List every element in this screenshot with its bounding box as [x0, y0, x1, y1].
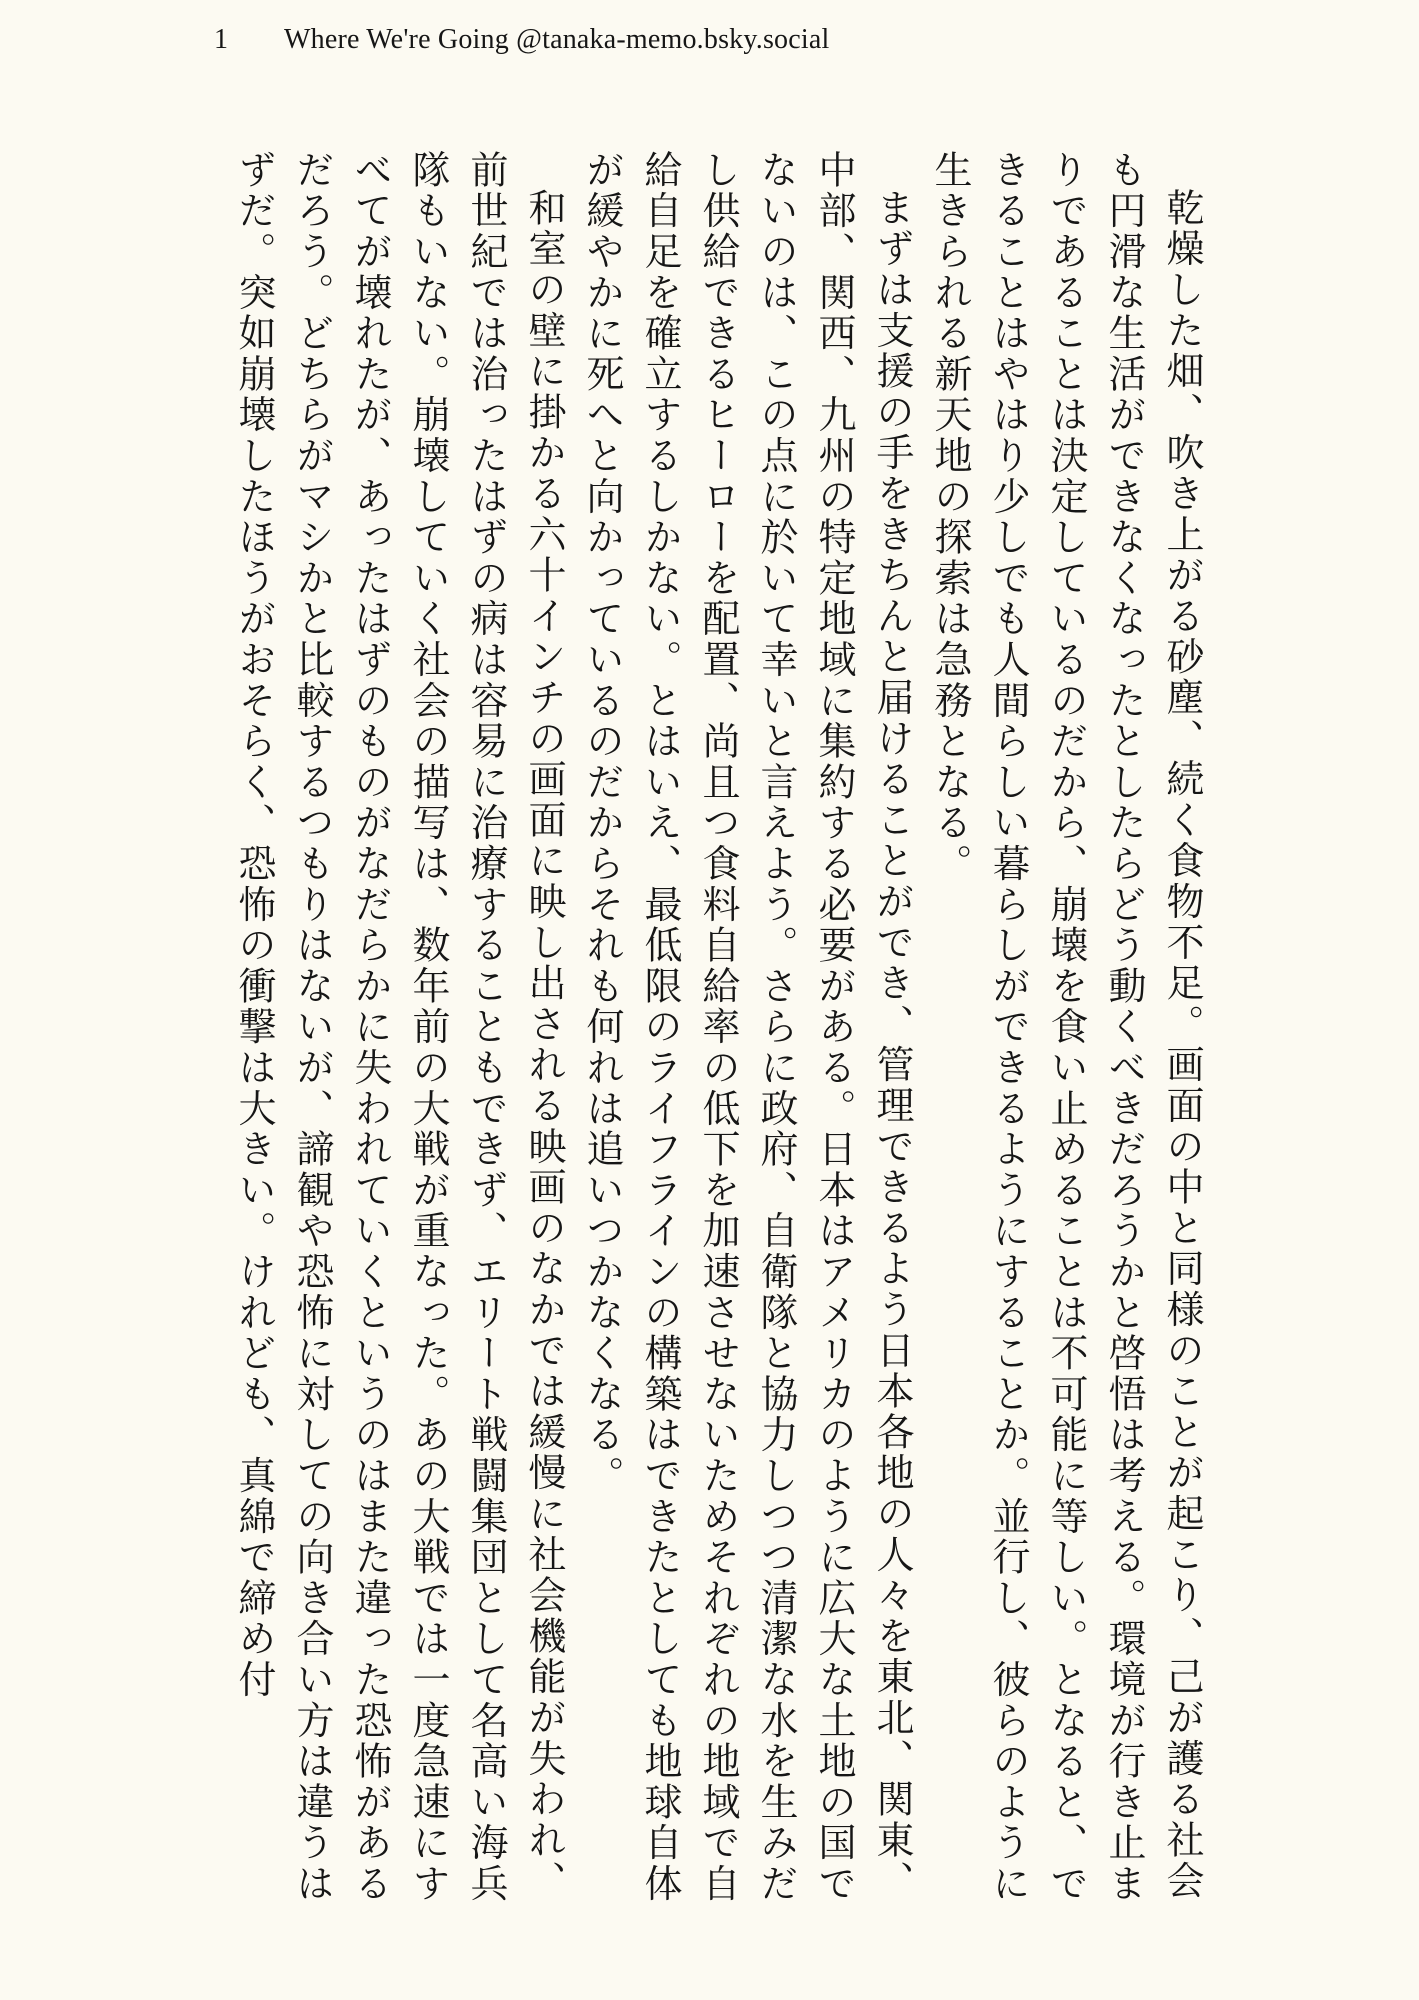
paragraph-1: 乾燥した畑、吹き上がる砂塵、続く食物不足。画面の中と同様のことが起こり、己が護る社会も円滑な生活ができなくなったとしたらどう動くべきだろうかと啓悟は考える。環境が行き止まりであることは決定しているのだから、崩壊を食い止めることは不可能に等しい。となると、できることはやはり少しでも人間らしい暮らしができるようにすることか。並行し、彼らのように生きられる新天地の探索は急務となる。: [928, 150, 1204, 1905]
page-number: 1: [214, 24, 228, 55]
document-title: Where We're Going @tanaka-memo.bsky.social: [284, 24, 830, 55]
paragraph-2: まずは支援の手をきちんと届けることができ、管理できるよう日本各地の人々を東北、関東、中部、関西、九州の特定地域に集約する必要がある。日本はアメリカのように広大な土地の国でないのは、この点に於いて幸いと言えよう。さらに政府、自衛隊と協力しつつ清潔な水を生みだし供給できるヒーローを配置、尚且つ食料自給率の低下を加速させないためそれぞれの地域で自給自足を確立するしかない。とはいえ、最低限のライフラインの構築はできたとしても地球自体が緩やかに死へと向かっているのだからそれも何れは追いつかなくなる。: [580, 150, 914, 1905]
page-header: [214, 18, 829, 62]
vertical-body-text: [211, 150, 1211, 1940]
paragraph-3: 和室の壁に掛かる六十インチの画面に映し出される映画のなかでは緩慢に社会機能が失われ、前世紀では治ったはずの病は容易に治療することもできず、エリート戦闘集団として名高い海兵隊もいない。崩壊していく社会の描写は、数年前の大戦が重なった。あの大戦では一度急速にすべてが壊れたが、あったはずのものがなだらかに失われていくというのはまた違った恐怖があるだろう。どちらがマシかと比較するつもりはないが、諦観や恐怖に対しての向き合い方は違うはずだ。突如崩壊したほうがおそらく、恐怖の衝撃は大きい。けれども、真綿で締め付: [232, 150, 566, 1905]
